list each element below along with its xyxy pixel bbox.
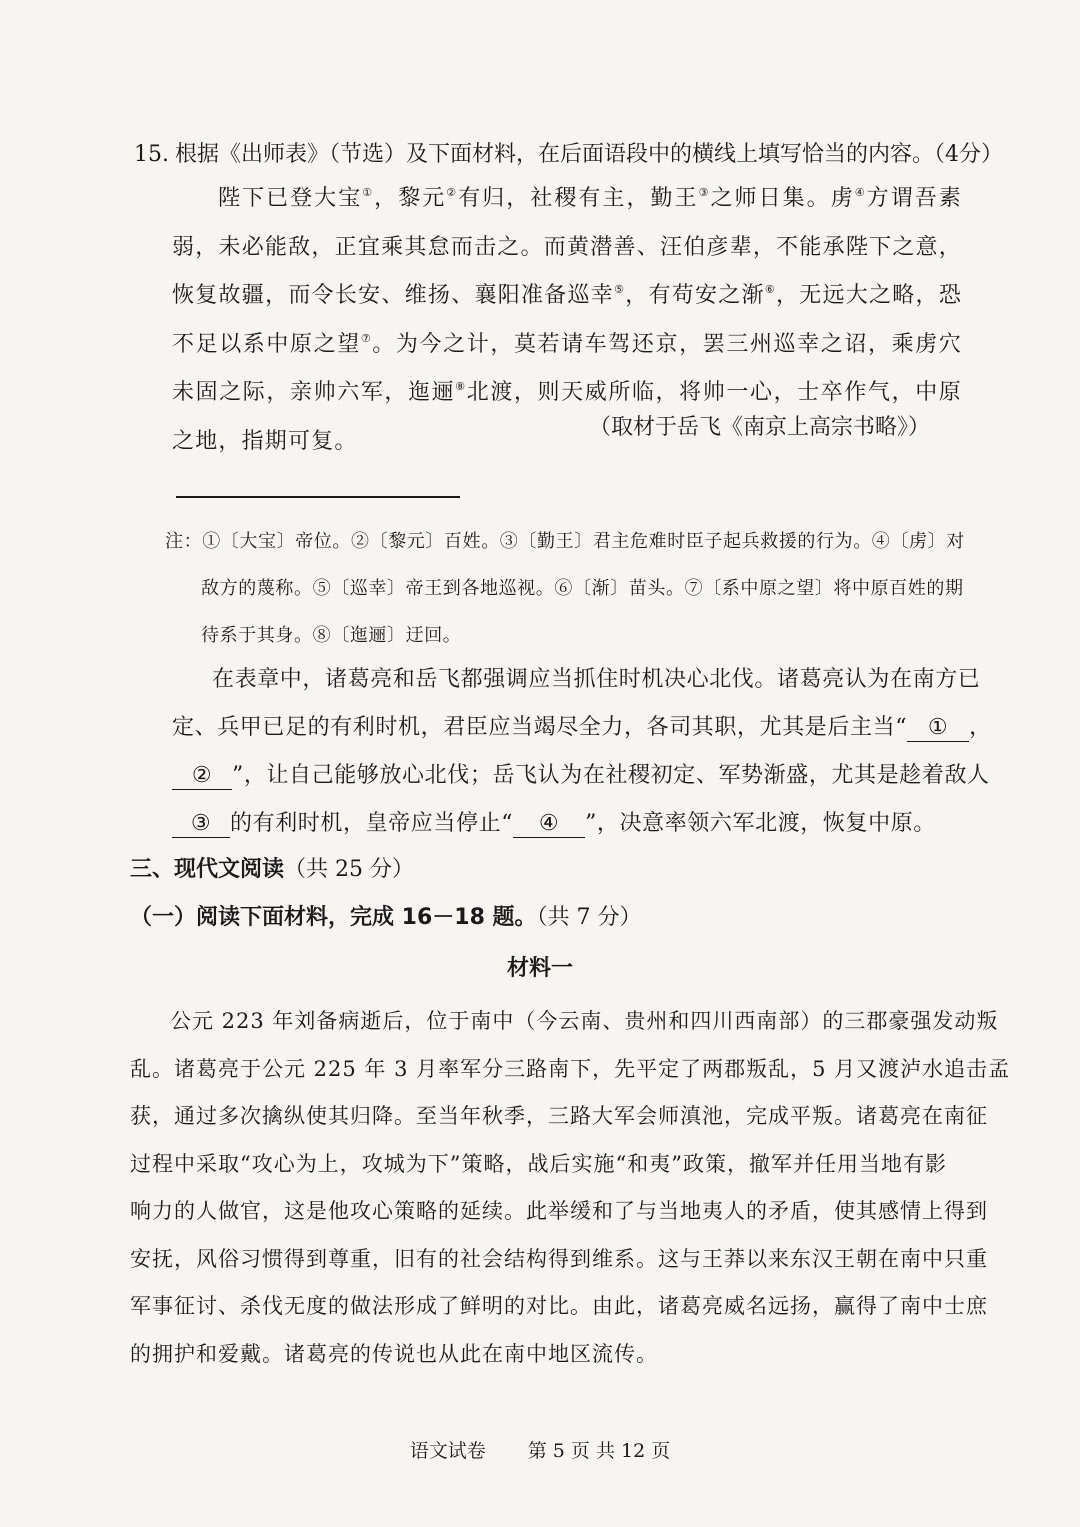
material-line: 过程中采取“攻心为上，攻城为下”策略，战后实施“和夷”政策，撤军并任用当地有影 [130, 1151, 947, 1176]
passage-text: 北渡，则天威所临，将帅一心，士卒作气，中原之地，指期可复。 [172, 380, 962, 454]
fill-line [172, 704, 992, 752]
material-line: 获，通过多次擒纵使其归降。至当年秋季，三路大军会师滇池，完成平叛。诸葛亮在南征 [130, 1104, 988, 1128]
passage-text: ，黎元 [374, 186, 447, 211]
material-line: 安抚，风俗习惯得到尊重，旧有的社会结构得到维系。这与王莽以来东汉王朝在南中只重 [130, 1246, 988, 1271]
page-footer [0, 1437, 1080, 1465]
part-points: （共 7 分） [536, 905, 642, 930]
fill-text: ”，让自己能够放心北伐；岳飞认为在社稷初定、军势渐盛，尤其是趁着敌人 [232, 763, 990, 788]
footnote-line: 待系于其身。⑧〔迤逦〕迂回。 [201, 625, 462, 646]
passage-text: 。为今之计，莫若请车驾还京，罢三州巡幸之诏，乘虏穴未固之际，亲帅六军，迤逦 [172, 331, 962, 405]
section-points: （共 25 分） [284, 857, 414, 882]
footnote-mark: ⑦ [360, 331, 373, 345]
fill-text: 定、兵甲已足的有利时机，君臣应当竭尽全力，各司其职，尤其是后主当“ [172, 715, 908, 740]
footnote-mark: ⑧ [455, 380, 467, 393]
material-line: 响力的人做官，这是他攻心策略的延续。此举缓和了与当地夷人的矛盾，使其感情上得到 [130, 1199, 988, 1223]
footnote-mark: ② [446, 186, 459, 199]
material-line: 军事征讨、杀伐无度的做法形成了鲜明的对比。由此，诸葛亮威名远扬，赢得了南中士庶 [130, 1294, 988, 1318]
footnote-line: 注：①〔大宝〕帝位。②〔黎元〕百姓。③〔勤王〕君主危难时臣子起兵救援的行为。④〔虏〕对 [165, 531, 965, 552]
material-1-title: 材料一 [506, 956, 573, 981]
question-15-prompt [134, 140, 1003, 170]
material-1-body [130, 998, 1011, 1378]
material-line: 公元 223 年刘备病逝后，位于南中（今云南、贵州和四川西南部）的三郡豪强发动叛 [170, 1009, 999, 1033]
answer-blank-1[interactable]: ① [907, 715, 969, 742]
part-1-heading [130, 903, 642, 933]
passage-text: 之师日集。虏 [710, 186, 855, 211]
passage-source: （取材于岳飞《南京上高宗书略》） [588, 415, 930, 440]
footnotes [165, 518, 965, 659]
fill-text: ， [969, 715, 992, 740]
footnote-divider [176, 496, 460, 498]
answer-blank-4[interactable]: ④ [513, 811, 585, 838]
section-3-heading [130, 855, 414, 885]
fill-in-paragraph [172, 656, 992, 848]
footer-page-number: 第 5 页 共 12 页 [527, 1440, 671, 1462]
material-line: 乱。诸葛亮于公元 225 年 3 月率军分三路南下，先平定了两郡叛乱，5 月又渡泸水追击孟 [130, 1056, 1011, 1081]
footnote-mark: ① [362, 186, 375, 199]
footnote-mark: ③ [698, 186, 711, 199]
footnote-line: 敌方的蔑称。⑤〔巡幸〕帝王到各地巡视。⑥〔渐〕苗头。⑦〔系中原之望〕将中原百姓的期 [201, 578, 964, 599]
footnote-mark: ⑥ [764, 283, 776, 296]
passage-text: ，有苟安之渐 [625, 283, 765, 308]
section-title: 三、现代文阅读 [130, 857, 285, 882]
footnote-mark: ④ [854, 186, 867, 199]
answer-blank-2[interactable]: ② [172, 763, 232, 790]
footnote-mark: ⑤ [614, 283, 626, 296]
fill-line [172, 752, 990, 800]
passage-text: 方谓吾素弱，未必能敌，正宜乘其怠而击之。而黄潜善、汪伯彦辈，不能承陛下之意，恢复故疆，而令长安、维扬、襄阳准备巡幸 [172, 186, 962, 308]
material-line: 的拥护和爱戴。诸葛亮的传说也从此在南中地区流传。 [130, 1341, 658, 1366]
footer-subject: 语文试卷 [409, 1440, 486, 1462]
fill-text: 的有利时机，皇帝应当停止“ [230, 811, 514, 836]
passage-text: 陛下已登大宝 [218, 186, 363, 211]
passage-text: ，无远大之略，恐不足以系中原之望 [172, 283, 963, 357]
part-title: （一）阅读下面材料，完成 16－18 题。 [130, 905, 537, 930]
passage-text: 有归，社稷有主，勤王 [458, 186, 699, 211]
question-text: 根据《出师表》（节选）及下面材料，在后面语段中的横线上填写恰当的内容。（4分） [175, 142, 1003, 167]
question-number: 15. [134, 142, 169, 167]
fill-text: ”，决意率领六军北渡，恢复中原。 [585, 811, 936, 836]
fill-line [172, 800, 962, 848]
fill-line: 在表章中，诸葛亮和岳飞都强调应当抓住时机决心北伐。诸葛亮认为在南方已 [212, 667, 981, 692]
answer-blank-3[interactable]: ③ [172, 811, 230, 838]
